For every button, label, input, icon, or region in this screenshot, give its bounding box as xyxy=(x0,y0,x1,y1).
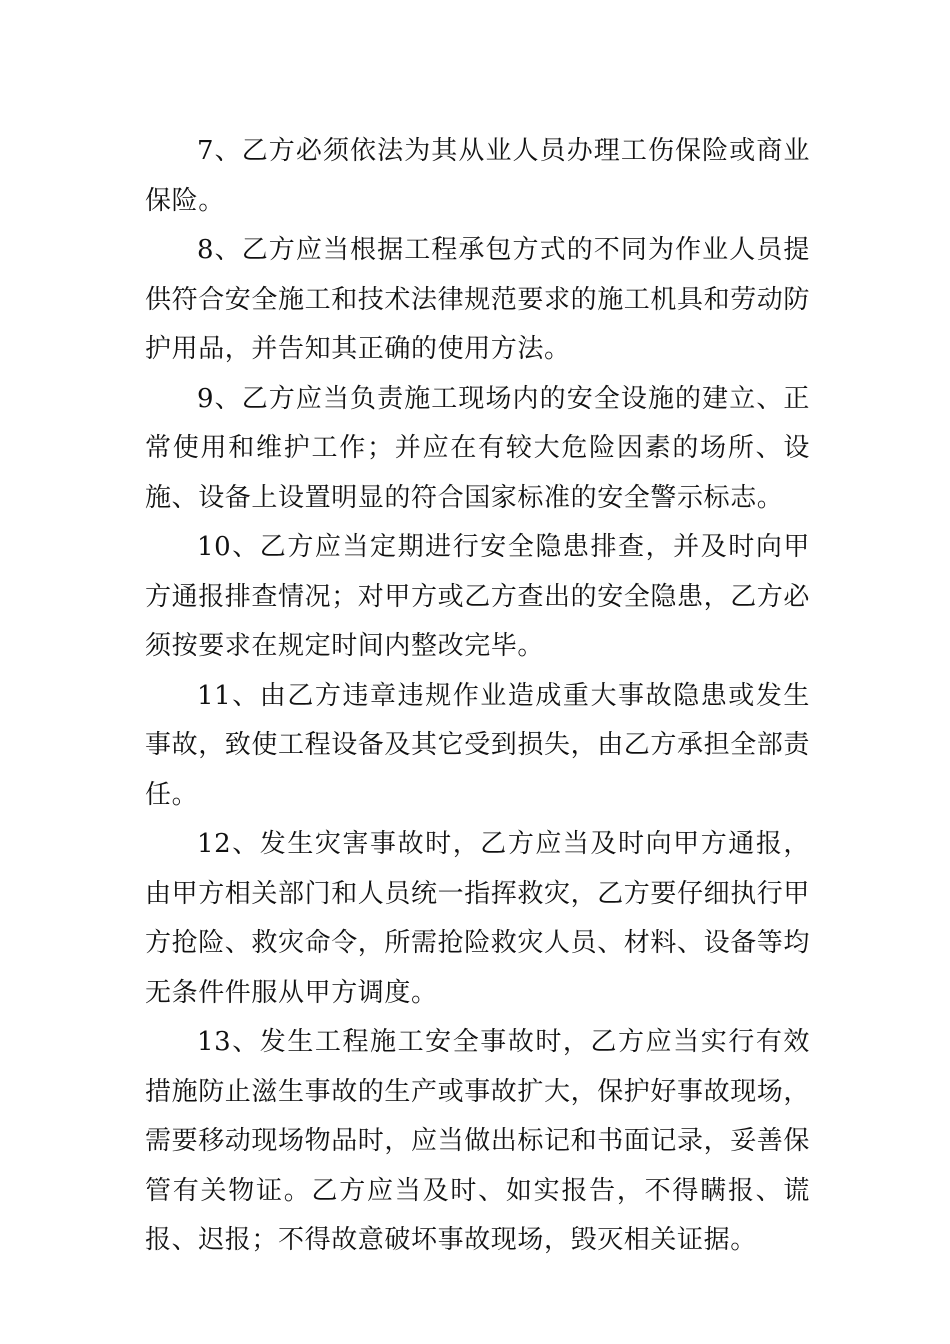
clause-7: 7、乙方必须依法为其从业人员办理工伤保险或商业保险。 xyxy=(145,136,810,216)
clause-9: 9、乙方应当负责施工现场内的安全设施的建立、正常使用和维护工作；并应在有较大危险因素的场所、设施、设备上设置明显的符合国家标准的安全警示标志。 xyxy=(145,383,810,513)
clause-13: 13、发生工程施工安全事故时，乙方应当实行有效措施防止滋生事故的生产或事故扩大，保护好事故现场，需要移动现场物品时，应当做出标记和书面记录，妥善保管有关物证。乙方应当及时、如实报告，不得瞒报、谎报、迟报；不得故意破坏事故现场，毁灭相关证据。 xyxy=(145,1027,811,1255)
clause-11: 11、由乙方违章违规作业造成重大事故隐患或发生事故，致使工程设备及其它受到损失，由乙方承担全部责任。 xyxy=(145,680,811,810)
clause-10: 10、乙方应当定期进行安全隐患排查，并及时向甲方通报排查情况；对甲方或乙方查出的安全隐患，乙方必须按要求在规定时间内整改完毕。 xyxy=(145,532,811,661)
document-body xyxy=(145,127,810,1266)
clause-8: 8、乙方应当根据工程承包方式的不同为作业人员提供符合安全施工和技术法律规范要求的施工机具和劳动防护用品，并告知其正确的使用方法。 xyxy=(145,235,811,364)
clause-12: 12、发生灾害事故时，乙方应当及时向甲方通报，由甲方相关部门和人员统一指挥救灾，乙方要仔细执行甲方抢险、救灾命令，所需抢险救灾人员、材料、设备等均无条件件服从甲方调度。 xyxy=(145,829,811,1008)
